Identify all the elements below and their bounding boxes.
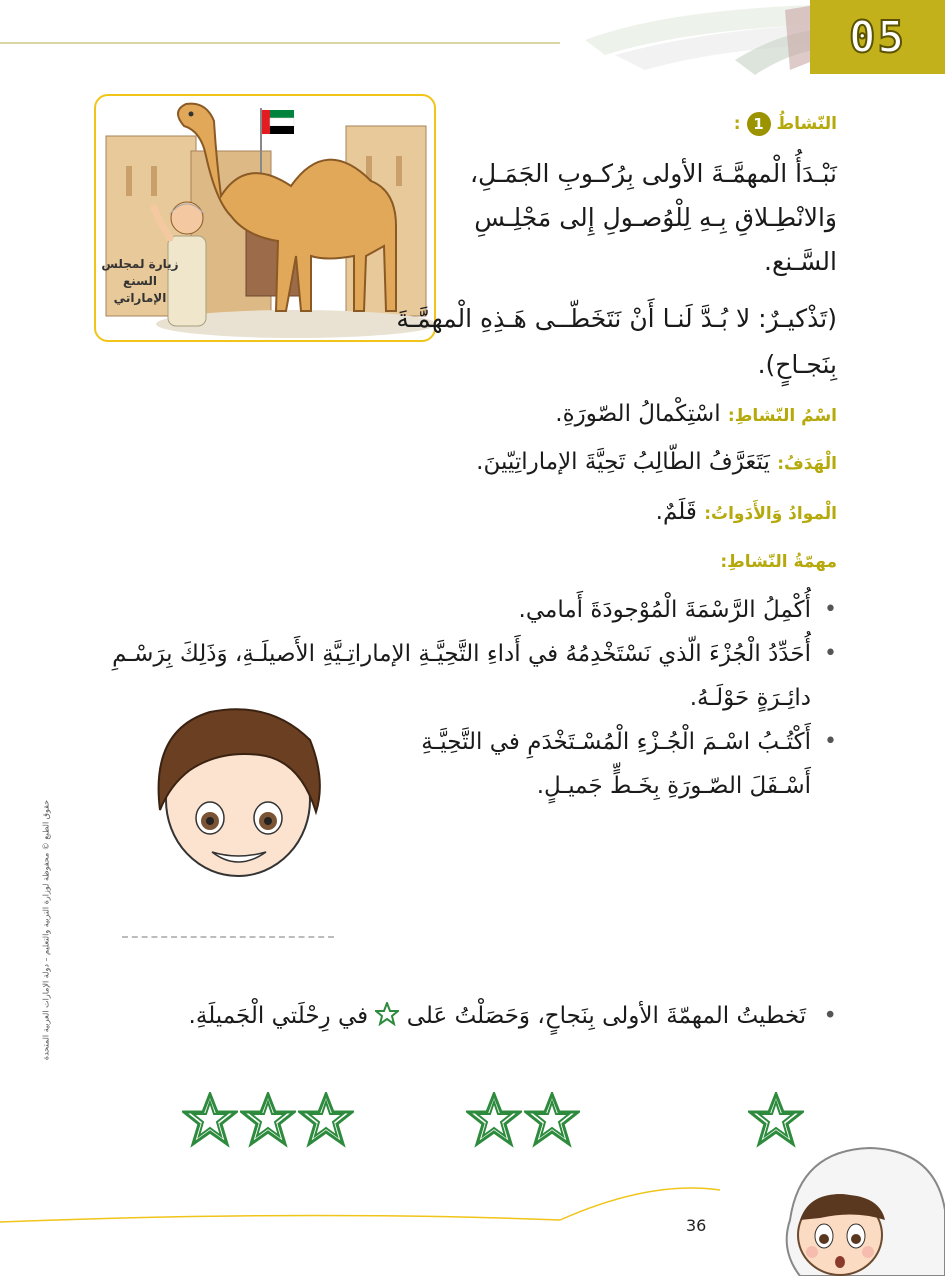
star-icon (524, 1092, 580, 1148)
rating-two-stars[interactable] (466, 1092, 580, 1148)
activity-heading-colon: : (733, 114, 741, 134)
bullet-icon: • (823, 1003, 837, 1029)
caption-line: الإماراتي (113, 291, 167, 305)
chapter-number: 05 (849, 11, 906, 63)
activity-name-field (555, 396, 837, 434)
star-icon (240, 1092, 296, 1148)
incomplete-face-drawing (150, 700, 326, 880)
boy-character-illustration (760, 1140, 945, 1276)
list-item: • أُكْمِلُ الرَّسْمَةَ الْمُوْجودَةَ أَمامي. (77, 588, 837, 632)
materials-value: قَلَمٌ. (655, 499, 697, 525)
materials-label: الْموادُ وَالأَدَواتُ: (704, 504, 837, 524)
uae-flag-ribbon (585, 0, 815, 80)
chapter-badge (810, 0, 945, 74)
star-icon (375, 1002, 399, 1026)
materials-field (656, 494, 837, 532)
caption-line: السنع (123, 274, 157, 288)
illustration-caption (100, 256, 180, 307)
goal-field (476, 444, 837, 482)
caption-line: زيارة لمجلس (101, 257, 179, 271)
rating-three-stars[interactable] (182, 1092, 354, 1148)
task-heading-label: مهمّةُ النّشاطِ: (720, 552, 837, 572)
activity-heading-label: النّشاطُ (776, 114, 837, 134)
copyright-text: حقوق الطبع © محفوظة لوزارة التربية والتعليم – دولة الإمارات العربية المتحدة (41, 799, 51, 1061)
task-heading (720, 542, 837, 580)
completion-text-before: تَخطيتُ المهمّةَ الأولى بِنَجاحٍ، وَحَصَلْتُ عَلى (406, 1003, 807, 1029)
activity-name-value: اسْتِكْمالُ الصّورَةِ. (555, 401, 721, 427)
activity-heading (734, 112, 837, 136)
answer-line[interactable] (122, 936, 334, 938)
goal-label: الْهَدَفُ: (777, 454, 837, 474)
header-rule (0, 42, 560, 44)
star-icon (182, 1092, 238, 1148)
activity-reminder: (تَذْكيـرٌ: لا بُـدَّ لَنـا أَنْ نَتَخَطّــى هَـذِهِ الْمهمَّـةَ بِنَجـاحٍ). (396, 304, 837, 379)
completion-text-after: في رِحْلَتي الْجَميلَةِ. (188, 1003, 369, 1029)
list-item: • أُحَدِّدُ الْجُزْءَ الّذي نَسْتَخْدِمُهُ في أَداءِ التَّحِيَّـةِ الإماراتِـيَّةِ الأَصيلَـةِ، وَذَلِكَ بِرَسْـمِ دائِـرَةٍ حَوْلَـهُ. (77, 632, 837, 720)
activity-number-badge: 1 (747, 112, 771, 136)
activity-name-label: اسْمُ النّشاطِ: (727, 406, 837, 426)
page-number: 36 (686, 1216, 707, 1235)
star-icon (466, 1092, 522, 1148)
goal-value: يَتَعَرَّفُ الطّالِبُ تَحِيَّةَ الإماراتِيّينَ. (476, 449, 770, 475)
list-item: • أَكْتُـبُ اسْـمَ الْجُـزْءِ الْمُسْـتَخْدَمِ في التَّحِيَّـةِ أَسْـفَلَ الصّـورَةِ بِخَـطٍّ جَميـلٍ. (411, 720, 837, 808)
copyright-note (41, 780, 76, 1080)
star-icon (298, 1092, 354, 1148)
completion-statement (189, 998, 837, 1034)
activity-intro: نَبْـدَأُ الْمهمَّـةَ الأولى بِرُكـوبِ الجَمَـلِ، وَالانْطِـلاقِ بِـهِ لِلْوُصـولِ إِلى مَجْلِـسِ السَّـنع. (469, 159, 837, 276)
